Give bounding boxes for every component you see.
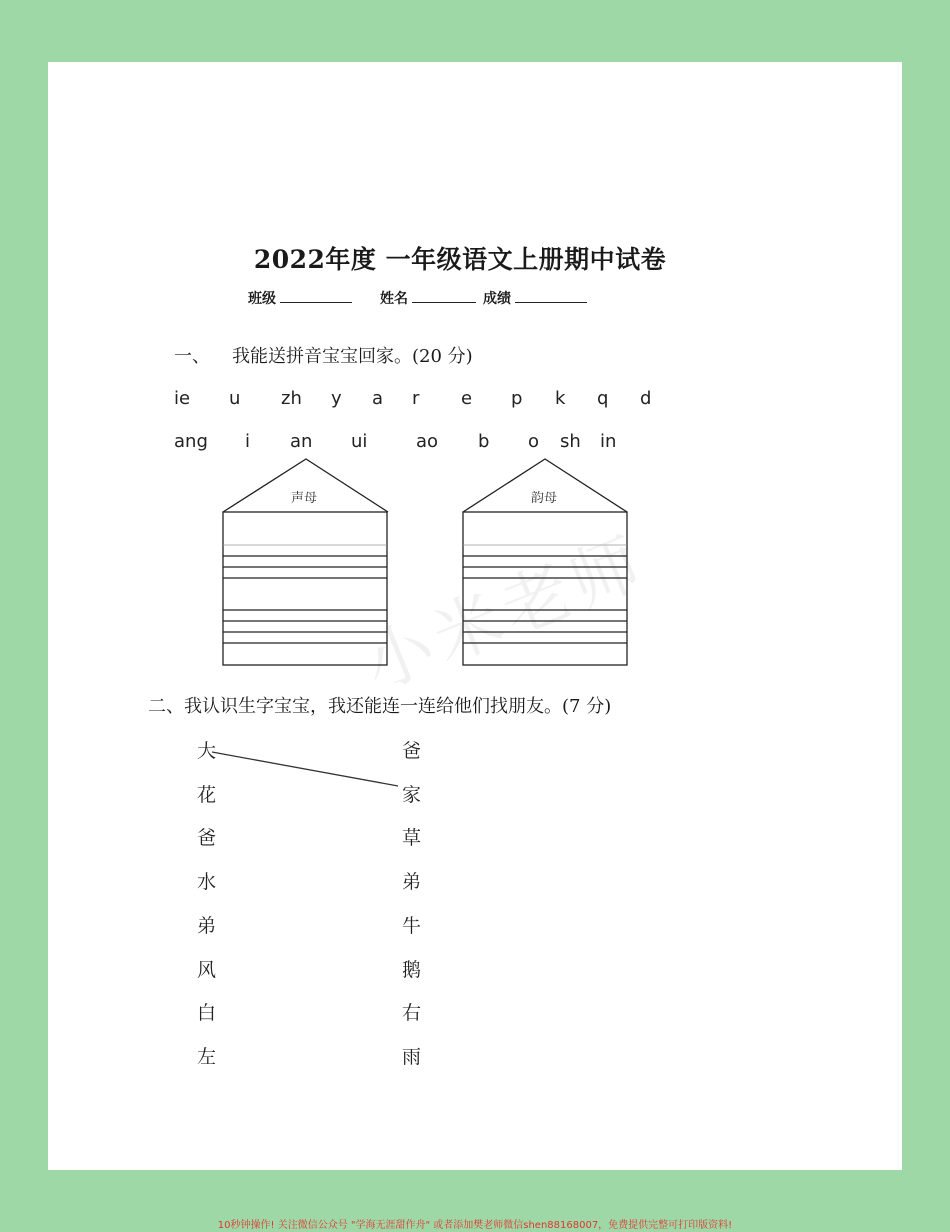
house-left-label: 声母 — [291, 491, 318, 506]
pinyin-r1-1[interactable]: u — [229, 388, 241, 409]
left-char-3[interactable]: 水 — [197, 871, 217, 893]
left-char-7[interactable]: 左 — [197, 1046, 217, 1068]
pinyin-r1-3[interactable]: y — [331, 388, 342, 409]
pinyin-r1-8[interactable]: k — [555, 388, 566, 409]
question-2-title: 二、我认识生字宝宝，我还能连一连给他们找朋友。(7 分) — [148, 696, 612, 717]
pinyin-r1-4[interactable]: a — [372, 388, 384, 409]
pinyin-r1-2[interactable]: zh — [281, 388, 302, 409]
left-char-2[interactable]: 爸 — [197, 827, 217, 849]
left-char-6[interactable]: 白 — [197, 1002, 217, 1024]
left-char-4[interactable]: 弟 — [197, 915, 217, 937]
pinyin-r2-6[interactable]: o — [528, 431, 540, 452]
class-label: 班级 — [248, 291, 276, 307]
right-char-1[interactable]: 家 — [402, 784, 422, 806]
pinyin-r2-8[interactable]: in — [600, 431, 617, 452]
pinyin-r1-10[interactable]: d — [640, 388, 652, 409]
pinyin-r2-4[interactable]: ao — [416, 431, 439, 452]
right-char-2[interactable]: 草 — [402, 827, 422, 849]
pinyin-r1-0[interactable]: ie — [174, 388, 191, 409]
pinyin-r2-0[interactable]: ang — [174, 431, 208, 452]
left-char-5[interactable]: 风 — [197, 959, 217, 981]
house-left-body — [223, 512, 387, 665]
pinyin-r1-7[interactable]: p — [511, 388, 523, 409]
pinyin-r2-7[interactable]: sh — [560, 431, 581, 452]
left-char-0[interactable]: 大 — [197, 740, 217, 762]
pinyin-r1-6[interactable]: e — [461, 388, 473, 409]
pinyin-r2-1[interactable]: i — [245, 431, 251, 452]
pinyin-r1-9[interactable]: q — [597, 388, 609, 409]
right-char-4[interactable]: 牛 — [402, 915, 422, 937]
pinyin-r2-5[interactable]: b — [478, 431, 490, 452]
right-char-3[interactable]: 弟 — [402, 871, 422, 893]
footer-promo-text: 10秒钟操作! 关注微信公众号 "学海无涯甜作舟" 或者添加樊老师微信shen88168007，免费提供完整可打印版资料! — [217, 1220, 733, 1231]
left-char-1[interactable]: 花 — [197, 784, 217, 806]
example-connect-line — [212, 752, 398, 786]
score-label: 成绩 — [483, 291, 511, 307]
question-1-title: 我能送拼音宝宝回家。(20 分) — [232, 346, 473, 367]
house-right-body — [463, 512, 627, 665]
question-1-number: 一、 — [174, 346, 210, 367]
right-char-0[interactable]: 爸 — [402, 740, 422, 762]
pinyin-r2-3[interactable]: ui — [351, 431, 368, 452]
page-title: 2022年度 一年级语文上册期中试卷 — [253, 245, 667, 274]
right-char-7[interactable]: 雨 — [402, 1046, 422, 1068]
right-char-6[interactable]: 右 — [402, 1002, 422, 1024]
name-label: 姓名 — [380, 291, 408, 307]
watermark: 小米老师 — [353, 521, 658, 707]
pinyin-r1-5[interactable]: r — [412, 388, 420, 409]
pinyin-r2-2[interactable]: an — [290, 431, 313, 452]
house-right-label: 韵母 — [531, 491, 558, 506]
right-char-5[interactable]: 鹅 — [402, 959, 422, 981]
